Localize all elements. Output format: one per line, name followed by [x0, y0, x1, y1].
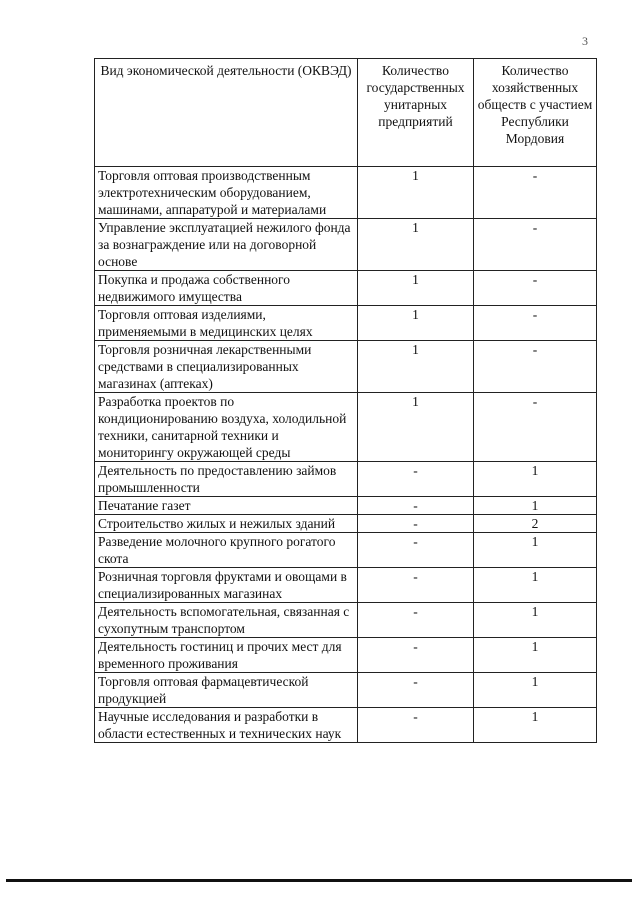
- unitary-count-cell: 1: [358, 167, 474, 219]
- bottom-rule: [6, 879, 632, 882]
- unitary-count-cell: -: [358, 497, 474, 515]
- unitary-count-cell: -: [358, 603, 474, 638]
- companies-count-cell: -: [474, 167, 597, 219]
- companies-count-cell: -: [474, 219, 597, 271]
- activity-cell: Торговля розничная лекарственными средствами в специализированных магазинах (аптеках): [95, 341, 358, 393]
- table-row: [95, 568, 597, 603]
- companies-count-cell: 1: [474, 568, 597, 603]
- table-row: [95, 306, 597, 341]
- activity-cell: Научные исследования и разработки в области естественных и технических наук: [95, 708, 358, 743]
- companies-count-cell: 2: [474, 515, 597, 533]
- table-header-row: [95, 59, 597, 167]
- activity-cell: Покупка и продажа собственного недвижимого имущества: [95, 271, 358, 306]
- header-companies-count: Количество хозяйственных обществ с участием Республики Мордовия: [474, 59, 597, 167]
- unitary-count-cell: -: [358, 638, 474, 673]
- unitary-count-cell: 1: [358, 306, 474, 341]
- unitary-count-cell: 1: [358, 219, 474, 271]
- header-activity: Вид экономической деятельности (ОКВЭД): [95, 59, 358, 167]
- table-row: [95, 497, 597, 515]
- table-row: [95, 271, 597, 306]
- activity-cell: Деятельность гостиниц и прочих мест для временного проживания: [95, 638, 358, 673]
- companies-count-cell: -: [474, 271, 597, 306]
- table-row: [95, 462, 597, 497]
- companies-count-cell: -: [474, 393, 597, 462]
- activity-cell: Торговля оптовая производственным электротехническим оборудованием, машинами, аппаратурой и материалами: [95, 167, 358, 219]
- table-row: [95, 341, 597, 393]
- activity-cell: Деятельность вспомогательная, связанная с сухопутным транспортом: [95, 603, 358, 638]
- companies-count-cell: 1: [474, 638, 597, 673]
- activity-cell: Печатание газет: [95, 497, 358, 515]
- okved-table: [94, 58, 597, 743]
- activity-cell: Разведение молочного крупного рогатого скота: [95, 533, 358, 568]
- unitary-count-cell: -: [358, 673, 474, 708]
- table-row: [95, 708, 597, 743]
- activity-cell: Розничная торговля фруктами и овощами в специализированных магазинах: [95, 568, 358, 603]
- companies-count-cell: -: [474, 341, 597, 393]
- companies-count-cell: 1: [474, 708, 597, 743]
- companies-count-cell: 1: [474, 497, 597, 515]
- table-row: [95, 603, 597, 638]
- table-row: [95, 673, 597, 708]
- companies-count-cell: 1: [474, 673, 597, 708]
- unitary-count-cell: -: [358, 568, 474, 603]
- unitary-count-cell: -: [358, 708, 474, 743]
- unitary-count-cell: 1: [358, 393, 474, 462]
- table-row: [95, 393, 597, 462]
- unitary-count-cell: 1: [358, 341, 474, 393]
- companies-count-cell: -: [474, 306, 597, 341]
- table-row: [95, 167, 597, 219]
- table-row: [95, 638, 597, 673]
- unitary-count-cell: 1: [358, 271, 474, 306]
- table-row: [95, 533, 597, 568]
- unitary-count-cell: -: [358, 515, 474, 533]
- activity-cell: Деятельность по предоставлению займов промышленности: [95, 462, 358, 497]
- unitary-count-cell: -: [358, 462, 474, 497]
- companies-count-cell: 1: [474, 462, 597, 497]
- activity-cell: Строительство жилых и нежилых зданий: [95, 515, 358, 533]
- unitary-count-cell: -: [358, 533, 474, 568]
- header-unitary-count: Количество государственных унитарных предприятий: [358, 59, 474, 167]
- page-number: 3: [582, 34, 588, 48]
- table-row: [95, 515, 597, 533]
- activity-cell: Торговля оптовая фармацевтической продукцией: [95, 673, 358, 708]
- activity-cell: Управление эксплуатацией нежилого фонда за вознаграждение или на договорной основе: [95, 219, 358, 271]
- companies-count-cell: 1: [474, 603, 597, 638]
- table-row: [95, 219, 597, 271]
- activity-cell: Разработка проектов по кондиционированию воздуха, холодильной техники, санитарной техники и мониторингу окружающей среды: [95, 393, 358, 462]
- activity-cell: Торговля оптовая изделиями, применяемыми в медицинских целях: [95, 306, 358, 341]
- companies-count-cell: 1: [474, 533, 597, 568]
